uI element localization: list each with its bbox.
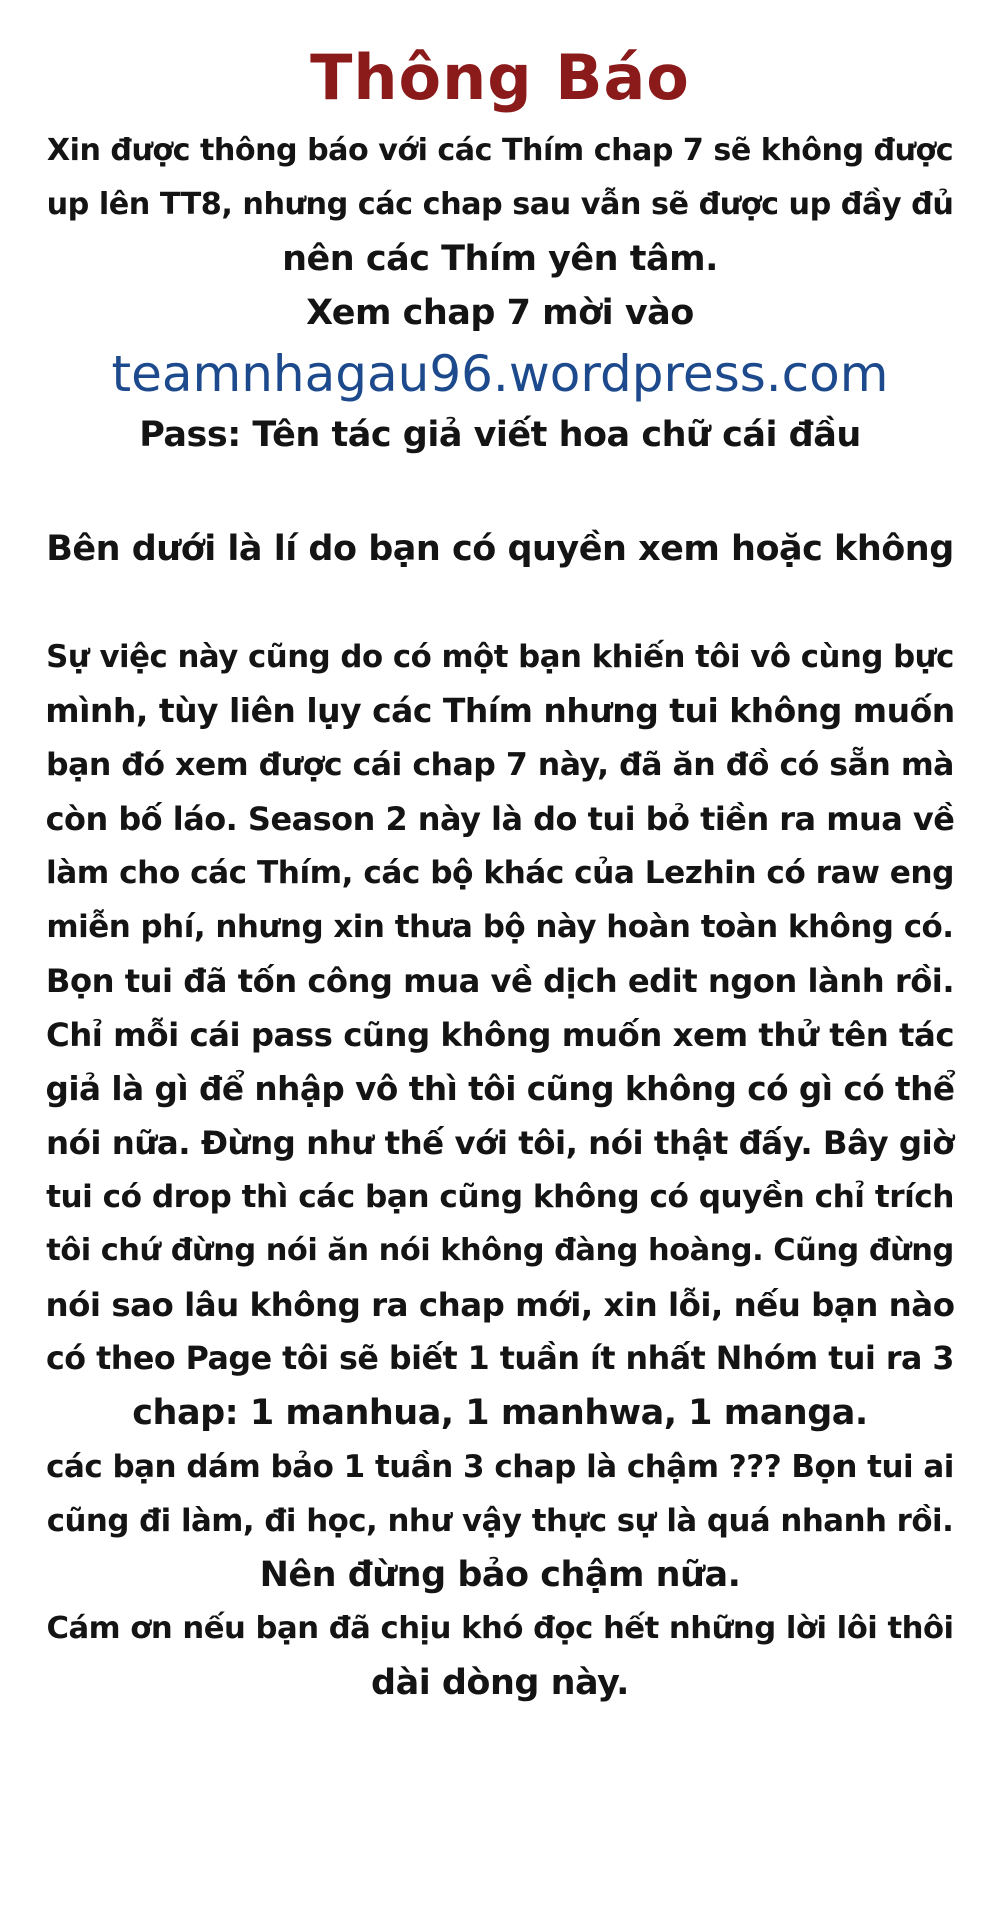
story-block <box>40 630 960 1710</box>
story-line: nói sao lâu không ra chap mới, xin lỗi, nếu bạn nào <box>45 1286 955 1324</box>
intro-line: Xem chap 7 mời vào <box>306 293 694 333</box>
notice-title: Thông Báo <box>310 41 690 114</box>
story-line: có theo Page tôi sẽ biết 1 tuần ít nhất Nhóm tui ra 3 <box>46 1341 954 1377</box>
story-line: Cám ơn nếu bạn đã chịu khó đọc hết những lời lôi thôi <box>46 1611 954 1646</box>
story-line: các bạn dám bảo 1 tuần 3 chap là chậm ??? Bọn tui ai <box>46 1449 954 1485</box>
intro-line: Xin được thông báo với các Thím chap 7 sẽ không được <box>46 133 954 168</box>
story-line: mình, tùy liên lụy các Thím nhưng tui không muốn <box>45 691 955 730</box>
story-line: dài dòng này. <box>371 1663 629 1703</box>
story-line: tui có drop thì các bạn cũng không có quyền chỉ trích <box>46 1179 954 1215</box>
website-link[interactable]: teamnhagau96.wordpress.com <box>111 345 889 403</box>
intro-line: up lên TT8, nhưng các chap sau vẫn sẽ được up đầy đủ <box>46 187 954 222</box>
story-line: miễn phí, nhưng xin thưa bộ này hoàn toàn không có. <box>46 909 954 945</box>
story-line: còn bố láo. Season 2 này là do tui bỏ tiền ra mua về <box>45 800 955 838</box>
story-line: giả là gì để nhập vô thì tôi cũng không có gì có thể <box>45 1070 955 1108</box>
story-line: chap: 1 manhua, 1 manhwa, 1 manga. <box>132 1393 868 1433</box>
subheading <box>40 522 960 576</box>
password-hint: Pass: Tên tác giả viết hoa chữ cái đầu <box>139 415 861 455</box>
intro-block <box>40 124 960 462</box>
story-line: Sự việc này cũng do có một bạn khiến tôi vô cùng bực <box>46 639 954 675</box>
story-line: cũng đi làm, đi học, như vậy thực sự là quá nhanh rồi. <box>46 1503 954 1539</box>
story-line: Nên đừng bảo chậm nữa. <box>259 1555 741 1595</box>
story-line: Bọn tui đã tốn công mua về dịch edit ngon lành rồi. <box>45 962 955 1000</box>
intro-line: nên các Thím yên tâm. <box>282 239 718 279</box>
story-line: nói nữa. Đừng như thế với tôi, nói thật đấy. Bây giờ <box>46 1124 954 1162</box>
subheading-text: Bên dưới là lí do bạn có quyền xem hoặc không <box>46 529 954 569</box>
story-line: Chỉ mỗi cái pass cũng không muốn xem thử tên tác <box>45 1016 955 1054</box>
story-line: bạn đó xem được cái chap 7 này, đã ăn đồ có sẵn mà <box>46 747 954 783</box>
story-line: làm cho các Thím, các bộ khác của Lezhin có raw eng <box>46 855 954 891</box>
story-line: tôi chứ đừng nói ăn nói không đàng hoàng. Cũng đừng <box>46 1233 954 1268</box>
